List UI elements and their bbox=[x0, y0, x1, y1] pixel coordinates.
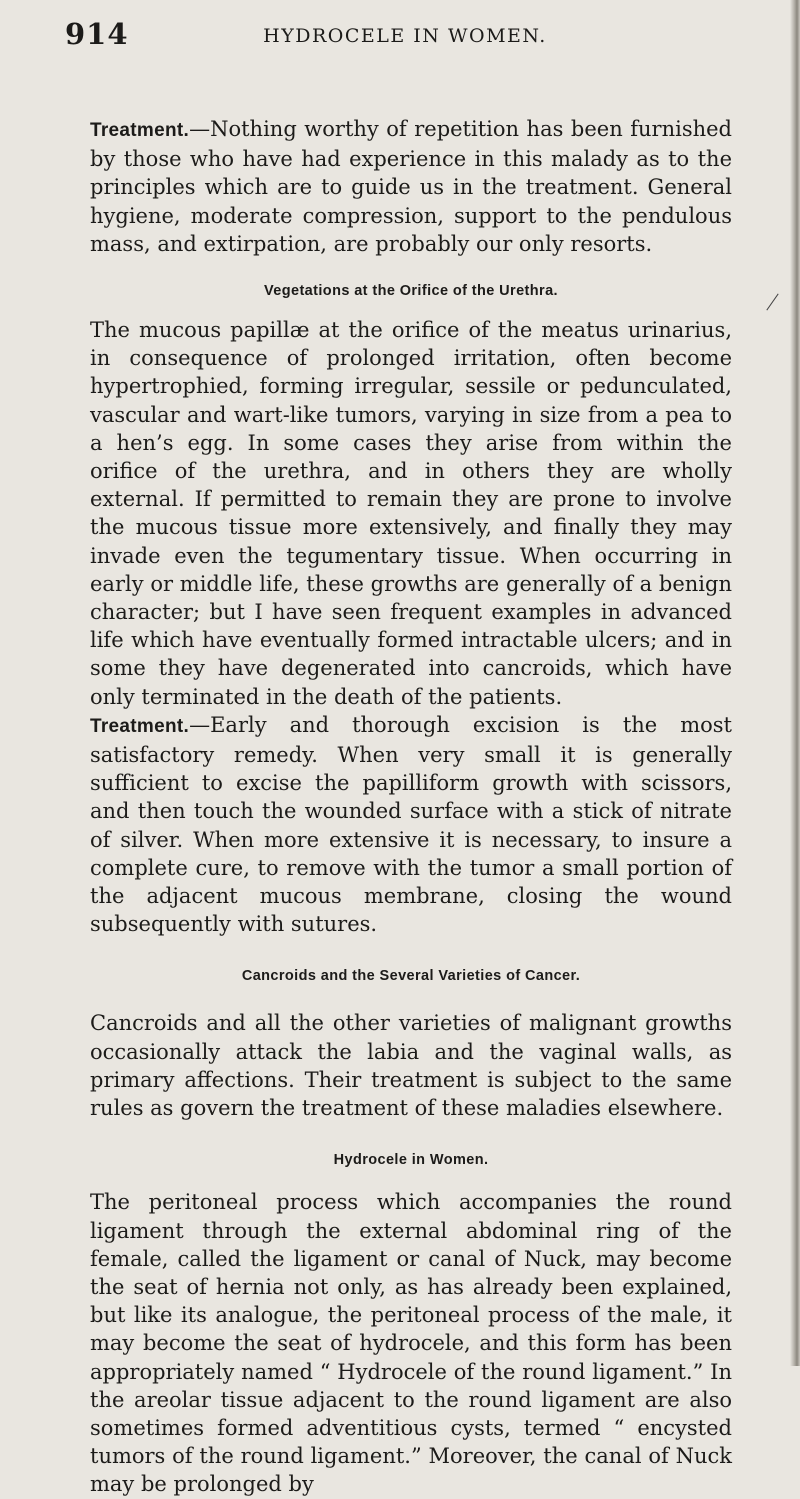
run-in-heading: Treatment. bbox=[90, 715, 190, 737]
paragraph-hydrocele: The peritoneal process which accompanies the round ligament through the external abdominal ring of the female, called the ligament or canal of Nuck, may become the seat of hernia not only, as has already been explained, but like its analogue, the peritoneal process of the male, it may become the seat of hydrocele, and this form has been appropriately named “ Hydrocele of the round ligament.” In the areolar tissue adjacent to the round ligament are also sometimes formed adventitious cysts, termed “ encysted tumors of the round ligament.” Moreover, the canal of Nuck may be prolonged by bbox=[90, 1190, 732, 1497]
paragraph-treatment-vegetations bbox=[90, 711, 732, 939]
paragraph-text: —Early and thorough excision is the most satisfactory remedy. When very small it is generally sufficient to excise the papilliform growth with scissors, and then touch the wounded surface with a stick of nitrate of silver. When more extensive it is necessary, to insure a complete cure, to remove with the tumor a small portion of the adjacent mucous membrane, closing the wound subsequently with sutures. bbox=[90, 712, 732, 937]
paragraph-text: —Nothing worthy of repetition has been furnished by those who have had experience in this malady as to the principles which are to guide us in the treatment. General hygiene, moderate compression, support to the pendulous mass, and extirpation, are probably our only resorts. bbox=[90, 117, 732, 256]
page-header bbox=[65, 17, 745, 57]
section-heading-cancroids: Cancroids and the Several Varieties of Cancer. bbox=[241, 968, 581, 985]
run-in-heading: Treatment. bbox=[90, 120, 190, 141]
page-edge-shadow bbox=[790, 0, 800, 1366]
paragraph-treatment-hydrocele bbox=[90, 115, 732, 258]
page-body bbox=[90, 115, 732, 1499]
paragraph-cancroids: Cancroids and all the other varieties of malignant growths occasionally attack the labia and the vaginal walls, as primary affections. Their treatment is subject to the same rules as govern the treatment of these maladies elsewhere. bbox=[90, 1011, 732, 1121]
paragraph-vegetations: The mucous papillæ at the orifice of the meatus urinarius, in consequence of prolonged irritation, often become hypertrophied, forming irregular, sessile or pedunculated, vascular and wart-like tumors, varying in size from a pea to a hen’s egg. In some cases they arise from within the orifice of the urethra, and in others they are wholly external. If permitted to remain they are prone to involve the mucous tissue more extensively, and finally they may invade even the tegumentary tissue. When occurring in early or middle life, these growths are generally of a benign character; but I have seen frequent examples in advanced life which have eventually formed intractable ulcers; and in some they have degenerated into cancroids, which have only terminated in the death of the patients. bbox=[90, 318, 732, 709]
running-title: HYDROCELE IN WOMEN. bbox=[263, 25, 547, 47]
section-heading-vegetations: Vegetations at the Orifice of the Urethra. bbox=[264, 283, 558, 300]
section-heading-hydrocele: Hydrocele in Women. bbox=[333, 1152, 489, 1169]
stray-mark bbox=[766, 294, 778, 311]
page-number: 914 bbox=[65, 17, 129, 51]
